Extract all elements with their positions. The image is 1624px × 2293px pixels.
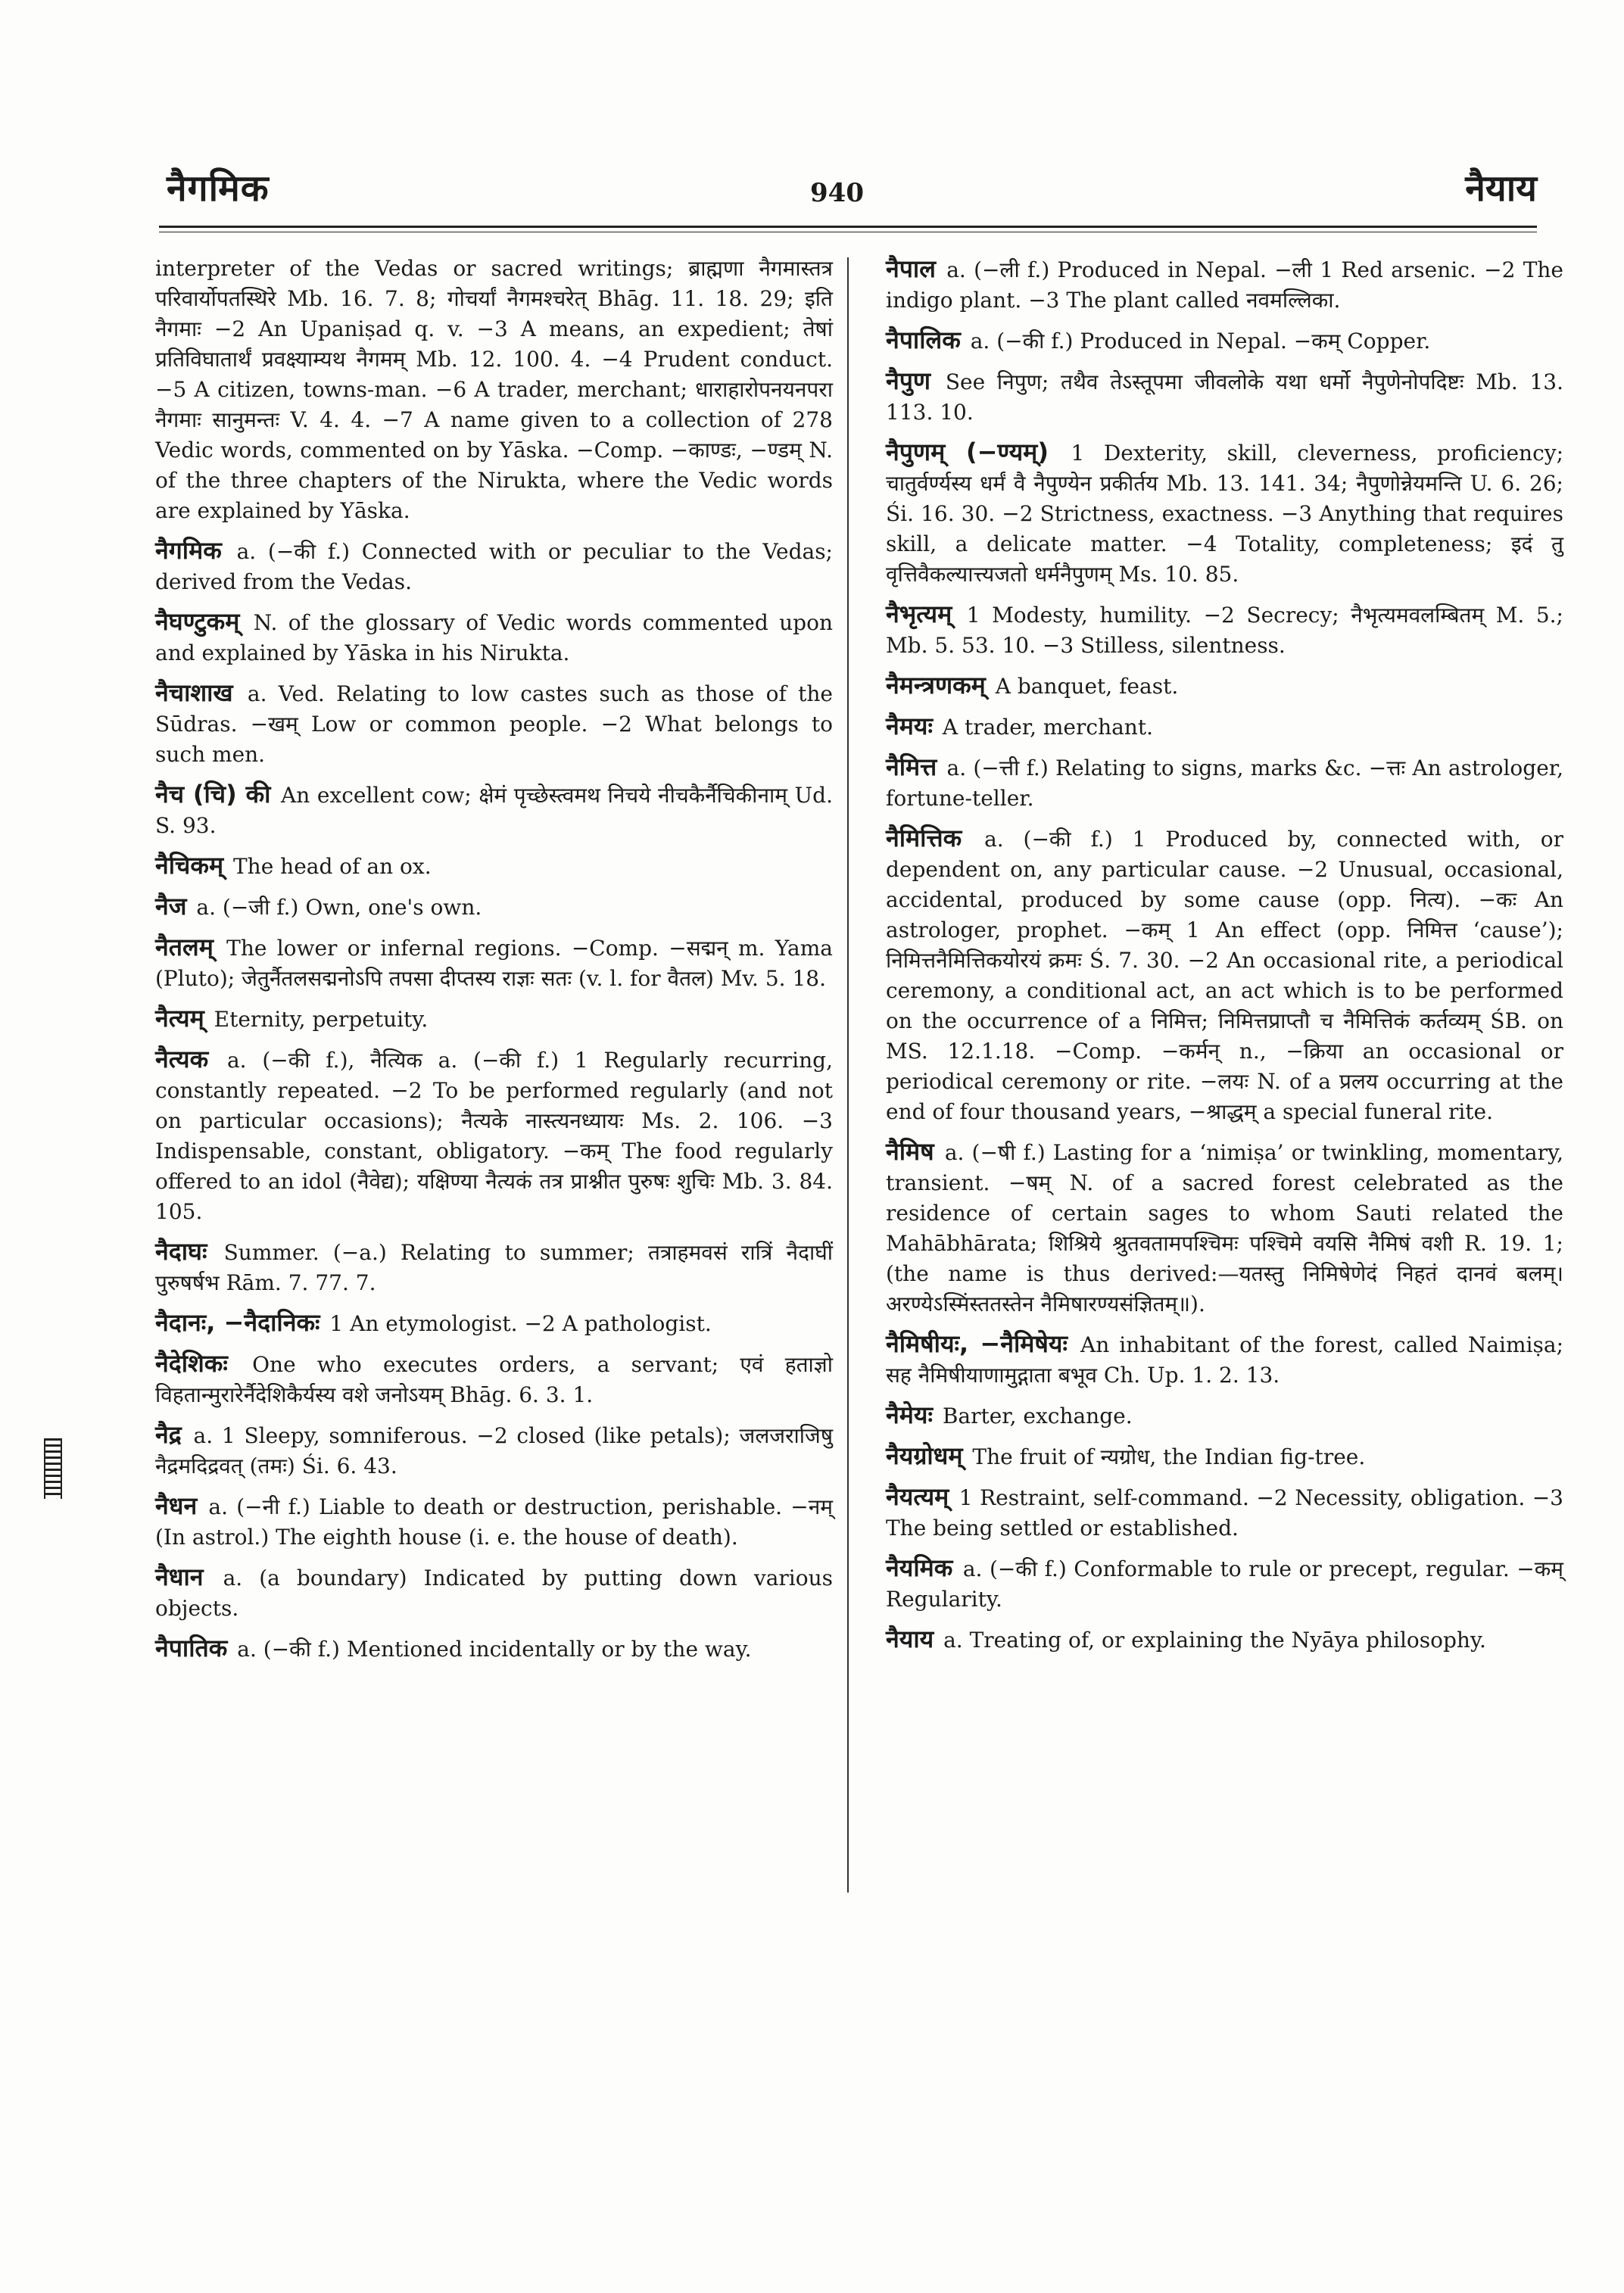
entry-definition: The lower or infernal regions. −Comp. −सद्मन् m. Yama (Pluto); जेतुर्नैतलसद्मनोऽपि तपसा दीप्तस्य राज्ञः सतः (v. l. for वैतल) Mv. 5. 18. <box>155 936 833 991</box>
running-headword-left: नैगमिक <box>167 167 270 210</box>
dictionary-entry <box>155 1307 833 1339</box>
entry-headword: नैत्यक <box>155 1045 209 1073</box>
entry-definition: The fruit of न्यग्रोध, the Indian fig-tree. <box>972 1444 1366 1469</box>
dictionary-entry <box>155 678 833 770</box>
header-rule <box>159 226 1537 228</box>
entry-headword: नैमयः <box>886 712 933 740</box>
entry-definition: A trader, merchant. <box>942 715 1153 740</box>
dictionary-entry <box>155 1633 833 1665</box>
dictionary-entry <box>886 1553 1563 1615</box>
entry-headword: नैद्र <box>155 1420 182 1449</box>
entry-definition: a. (−षी f.) Lasting for a ‘nimiṣa’ or twinkling, momentary, transient. −षम् N. of a sacred forest celebrated as the residence of certain sages to whom Sauti related the Mahābhārata; शिश्रिये श्रुतवतामपश्चिमः पश्चिमे वयसि नैमिषं वशी R. 19. 1; (the name is thus derived:—यतस्तु निमिषेणेदं निहतं दानवं बलम्। अरण्येऽस्मिंस्ततस्तेन नैमिषारण्यसंज्ञितम्॥). <box>886 1140 1563 1316</box>
dictionary-entry <box>886 1624 1563 1656</box>
entry-definition: a. (a boundary) Indicated by putting down various objects. <box>155 1566 833 1621</box>
entry-headword: नैधान <box>155 1562 204 1591</box>
entry-headword: नैपालिक <box>886 326 961 354</box>
dictionary-entry <box>886 752 1563 814</box>
dictionary-entry <box>155 1003 833 1035</box>
entry-definition: A banquet, feast. <box>995 674 1179 699</box>
entry-headword: नैचाशाख <box>155 678 233 707</box>
entry-headword: नैपुणम् (−ण्यम्) <box>886 438 1049 466</box>
binding-mark <box>44 1438 62 1499</box>
entry-definition: a. Treating of, or explaining the Nyāya philosophy. <box>943 1628 1486 1653</box>
entry-definition: An excellent cow; क्षेमं पृच्छेस्त्वमथ निचये नीचकैर्नैचिकीनाम् Ud. S. 93. <box>155 783 833 838</box>
entry-definition: a. (−की f.) Produced in Nepal. −कम् Copper. <box>970 329 1431 354</box>
dictionary-entry <box>155 1236 833 1298</box>
entry-headword: नैमित्तिक <box>886 824 962 852</box>
dictionary-entry <box>886 1329 1563 1391</box>
dictionary-entry <box>886 1136 1563 1319</box>
dictionary-entry <box>886 325 1563 357</box>
dictionary-entry <box>886 1481 1563 1544</box>
entry-definition: N. of the glossary of Vedic words commented upon and explained by Yāska in his Nirukta. <box>155 610 833 665</box>
entry-headword: नैमिषीयः, −नैमिषेयः <box>886 1329 1068 1358</box>
entry-definition: a. (−की f.), नैत्यिक a. (−की f.) 1 Regularly recurring, constantly repeated. −2 To be performed regularly (and not on particular occasions); नैत्यके नास्त्यनध्यायः Ms. 2. 106. −3 Indispensable, constant, obligatory. −कम् The food regularly offered to an idol (नैवेद्य); यक्षिण्या नैत्यकं तत्र प्राश्नीत पुरुषः शुचिः Mb. 3. 84. 105. <box>155 1048 833 1224</box>
entry-definition: Barter, exchange. <box>942 1404 1133 1428</box>
entry-headword: नैधन <box>155 1491 198 1520</box>
entry-definition: An inhabitant of the forest, called Naimiṣa; सह नैमिषीयाणामुद्गाता बभूव Ch. Up. 1. 2. 13. <box>886 1332 1564 1388</box>
entry-headword: नैयाय <box>886 1625 934 1653</box>
dictionary-entry <box>886 366 1563 428</box>
entry-headword: नैदेशिकः <box>155 1349 228 1378</box>
entry-headword: नैमेयः <box>886 1400 933 1429</box>
entry-definition: a. 1 Sleepy, somniferous. −2 closed (like petals); जलजराजिषु नैद्रमदिद्रवत् (तमः) Śi. 6. 43. <box>155 1423 833 1478</box>
entry-headword: नैगमिक <box>155 536 222 565</box>
dictionary-entry <box>155 1562 833 1624</box>
entry-definition: a. (−की f.) 1 Produced by, connected with, or dependent on, any particular cause. −2 Unusual, occasional, accidental, produced by some cause (opp. नित्य). −कः An astrologer, prophet. −कम् 1 An effect (opp. निमित्त ‘cause’); निमित्तनैमित्तिकयोरयं क्रमः Ś. 7. 30. −2 An occasional rite, a periodical ceremony, a conditional act, an act which is to be performed on the occurrence of a निमित्त; निमित्तप्राप्तौ च नैमित्तिकं कर्तव्यम् ŚB. on MS. 12.1.18. −Comp. −कर्मन् n., −क्रिया an occasional or periodical ceremony or rite. −लयः N. of a प्रलय occurring at the end of four thousand years, −श्राद्धम् a special funeral rite. <box>886 827 1563 1124</box>
dictionary-entry <box>886 1400 1563 1432</box>
entry-definition: 1 Dexterity, skill, cleverness, proficiency; चातुर्वर्ण्यस्य धर्मं वै नैपुण्येन प्रकीर्तय Mb. 13. 141. 34; नैपुणोन्नेयमन्ति U. 6. 26; Śi. 16. 30. −2 Strictness, exactness. −3 Anything that requires skill, a delicate matter. −4 Totality, completeness; इदं तु वृत्तिवैकल्यात्त्यजतो धर्मनैपुणम् Ms. 10. 85. <box>886 441 1564 587</box>
entry-definition: a. Ved. Relating to low castes such as those of the Sūdras. −खम् Low or common people. −2 What belongs to such men. <box>155 681 833 767</box>
entry-definition: 1 Restraint, self-command. −2 Necessity, obligation. −3 The being settled or established. <box>886 1485 1563 1541</box>
entry-definition: One who executes orders, a servant; एवं हताज्ञो विहतान्मुरारेर्नैदेशिकैर्यस्य वशे जनोऽयम् Bhāg. 6. 3. 1. <box>155 1352 834 1407</box>
left-column <box>155 254 833 1674</box>
dictionary-entry <box>886 670 1563 702</box>
dictionary-entry <box>155 932 833 994</box>
entry-headword: नैतलम् <box>155 933 214 961</box>
entry-headword: नैपातिक <box>155 1634 228 1662</box>
entry-definition: 1 An etymologist. −2 A pathologist. <box>329 1311 712 1336</box>
entry-definition: a. (−की f.) Connected with or peculiar to the Vedas; derived from the Vedas. <box>155 539 833 594</box>
entry-definition: a. (−त्ती f.) Relating to signs, marks &c. −त्तः An astrologer, fortune-teller. <box>886 756 1563 811</box>
entry-definition: interpreter of the Vedas or sacred writings; ब्राह्मणा नैगमास्तत्र परिवार्योपतस्थिरे Mb. 16. 7. 8; गोचर्यां नैगमश्चरेत् Bhāg. 11. 18. 29; इति नैगमाः −2 An Upaniṣad q. v. −3 A means, an expedient; तेषां प्रतिविघातार्थं प्रवक्ष्याम्यथ नैगमम् Mb. 12. 100. 4. −4 Prudent conduct. −5 A citizen, towns-man. −6 A trader, merchant; धाराहारोपनयनपरा नैगमाः सानुमन्तः V. 4. 4. −7 A name given to a collection of 278 Vedic words, commented on by Yāska. −Comp. −काण्डः, −ण्डम् N. of the three chapters of the Nirukta, where the Vedic words are explained by Yāska. <box>155 256 833 523</box>
entry-definition: a. (−नी f.) Liable to death or destruction, perishable. −नम् (In astrol.) The eighth house (i. e. the house of death). <box>155 1494 833 1550</box>
running-headword-right: नैयाय <box>1465 167 1537 210</box>
dictionary-entry <box>155 850 833 882</box>
dictionary-entry <box>155 606 833 668</box>
entry-headword: नैमिष <box>886 1137 934 1166</box>
entry-headword: नैमन्त्रणकम् <box>886 671 986 699</box>
entry-headword: नैपुण <box>886 366 931 395</box>
entry-definition: a. (−की f.) Mentioned incidentally or by the way. <box>237 1637 752 1662</box>
dictionary-entry <box>155 1348 833 1410</box>
entry-definition: 1 Modesty, humility. −2 Secrecy; नैभृत्यमवलम्बितम् M. 5.; Mb. 5. 53. 10. −3 Stilless, silentness. <box>886 603 1563 658</box>
dictionary-entry <box>886 254 1563 316</box>
entry-headword: नैदाघः <box>155 1237 207 1266</box>
page-header <box>159 163 1537 223</box>
entry-headword: नैमित्त <box>886 752 937 781</box>
dictionary-entry <box>155 254 833 526</box>
dictionary-entry <box>155 1044 833 1227</box>
page-number: 940 <box>810 178 864 208</box>
entry-definition: Eternity, perpetuity. <box>214 1007 429 1032</box>
dictionary-entry <box>886 437 1563 590</box>
dictionary-entry <box>155 891 833 923</box>
entry-definition: a. (−की f.) Conformable to rule or precept, regular. −कम् Regularity. <box>886 1556 1563 1612</box>
entry-definition: The head of an ox. <box>233 854 432 879</box>
entry-headword: नैयग्रोधम् <box>886 1441 963 1470</box>
entry-headword: नैभृत्यम् <box>886 600 952 628</box>
right-column <box>886 254 1563 1665</box>
dictionary-entry <box>886 711 1563 743</box>
entry-headword: नैत्यम् <box>155 1004 204 1033</box>
entry-headword: नैदानः, −नैदानिकः <box>155 1308 320 1337</box>
entry-headword: नैपाल <box>886 254 936 283</box>
entry-headword: नैघण्टुकम् <box>155 607 240 636</box>
dictionary-entry <box>155 1491 833 1553</box>
dictionary-entry <box>155 779 833 841</box>
dictionary-entry <box>886 823 1563 1127</box>
dictionary-entry <box>886 599 1563 661</box>
entry-definition: Summer. (−a.) Relating to summer; तत्राहमवसं रात्रिं नैदाघीं पुरुषर्षभ Rām. 7. 77. 7. <box>155 1240 833 1295</box>
entry-headword: नैयमिक <box>886 1553 953 1582</box>
entry-headword: नैचिकम् <box>155 851 224 880</box>
entry-definition: a. (−ली f.) Produced in Nepal. −ली 1 Red arsenic. −2 The indigo plant. −3 The plant called नवमल्लिका. <box>886 257 1563 313</box>
entry-definition: a. (−जी f.) Own, one's own. <box>196 895 482 920</box>
entry-headword: नैज <box>155 892 187 921</box>
column-divider <box>847 257 849 1893</box>
entry-headword: नैच (चि) की <box>155 780 271 808</box>
dictionary-entry <box>155 535 833 597</box>
dictionary-entry <box>155 1419 833 1481</box>
entry-definition: See निपुण; तथैव तेऽस्तूपमा जीवलोके यथा धर्मो नैपुणेनोपदिष्टः Mb. 13. 113. 10. <box>886 369 1564 425</box>
dictionary-entry <box>886 1441 1563 1472</box>
entry-headword: नैयत्यम् <box>886 1482 949 1511</box>
